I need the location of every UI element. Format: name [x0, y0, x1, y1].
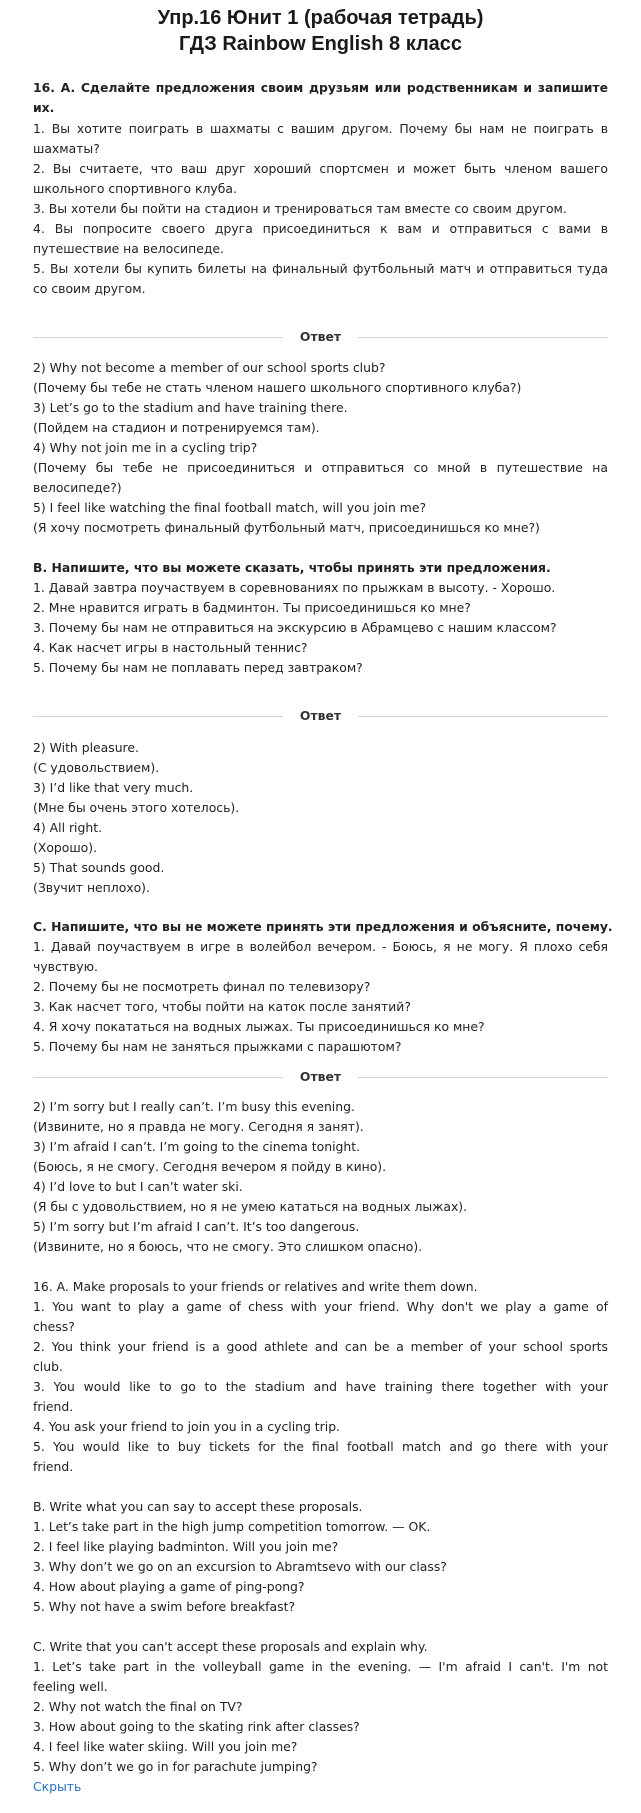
answer-separator [33, 1067, 608, 1087]
section-b-en-heading: B. Write what you can say to accept these proposals. [33, 1499, 363, 1514]
answer-c-line: 3) I’m afraid I can’t. I’m going to the cinema tonight. [33, 1139, 361, 1154]
section-c-ru-line: чувствую. [33, 959, 98, 974]
answer-b-line: (Хорошо). [33, 840, 98, 855]
section-b-ru-heading: B. Напишите, что вы можете сказать, чтобы принять эти предложения. [33, 560, 551, 575]
answer-a-line: (Почему бы тебе не стать членом нашего школьного спортивного клуба?) [33, 380, 522, 395]
section-a-ru-line: 5. Вы хотели бы купить билеты на финальный футбольный матч и отправиться туда [33, 261, 608, 276]
answer-a-line: 2) Why not become a member of our school sports club? [33, 360, 386, 375]
section-c-en-line: 5. Why don’t we go in for parachute jumping? [33, 1759, 318, 1774]
section-a-en-line: club. [33, 1359, 63, 1374]
separator-rule [358, 716, 608, 717]
section-b-en-line: 3. Why don’t we go on an excursion to Abramtsevo with our class? [33, 1559, 447, 1574]
answer-c-line: (Боюсь, я не смогу. Сегодня вечером я пойду в кино). [33, 1159, 387, 1174]
section-a-ru-line: 3. Вы хотели бы пойти на стадион и тренироваться там вместе со своим другом. [33, 201, 567, 216]
section-a-en-line: 2. You think your friend is a good athlete and can be a member of your school sports [33, 1339, 608, 1354]
section-a-ru-line: 1. Вы хотите поиграть в шахматы с вашим другом. Почему бы нам не поиграть в [33, 121, 608, 136]
answer-b-line: 4) All right. [33, 820, 103, 835]
answer-b-line: 2) With pleasure. [33, 740, 139, 755]
answer-c-line: (Извините, но я правда не могу. Сегодня я занят). [33, 1119, 364, 1134]
answer-b-line: 5) That sounds good. [33, 860, 165, 875]
answer-a-line: (Я хочу посмотреть финальный футбольный матч, присоединишься ко мне?) [33, 520, 540, 535]
answer-c-line: (Я бы с удовольствием, но я не умею кататься на водных лыжах). [33, 1199, 468, 1214]
section-b-ru-line: 3. Почему бы нам не отправиться на экскурсию в Абрамцево с нашим классом? [33, 620, 557, 635]
section-a-ru-line: путешествие на велосипеде. [33, 241, 224, 256]
section-a-ru-heading: 16. A. Сделайте предложения своим друзьям или родственникам и запишите [33, 80, 608, 95]
answer-label: Ответ [299, 1069, 342, 1084]
section-c-ru-heading: C. Напишите, что вы не можете принять эти предложения и объясните, почему. [33, 919, 613, 934]
section-b-ru-line: 1. Давай завтра поучаствуем в соревнованиях по прыжкам в высоту. - Хорошо. [33, 580, 556, 595]
section-b-ru-line: 5. Почему бы нам не поплавать перед завтраком? [33, 660, 363, 675]
section-c-en-line: 3. How about going to the skating rink after classes? [33, 1719, 360, 1734]
answer-b-line: (Звучит неплохо). [33, 880, 150, 895]
separator-rule [33, 337, 283, 338]
answer-a-line: 5) I feel like watching the final football match, will you join me? [33, 500, 427, 515]
answer-separator [33, 327, 608, 347]
page-title-line-2: ГДЗ Rainbow English 8 класс [178, 33, 463, 55]
section-a-ru-line: 2. Вы считаете, что ваш друг хороший спортсмен и может быть членом вашего [33, 161, 608, 176]
separator-rule [33, 716, 283, 717]
section-b-en-line: 4. How about playing a game of ping-pong? [33, 1579, 305, 1594]
section-a-en-line: 5. You would like to buy tickets for the final football match and go there with your [33, 1439, 608, 1454]
section-b-en-line: 2. I feel like playing badminton. Will you join me? [33, 1539, 339, 1554]
answer-b-line: (Мне бы очень этого хотелось). [33, 800, 240, 815]
section-b-en-line: 5. Why not have a swim before breakfast? [33, 1599, 296, 1614]
section-a-en-line: friend. [33, 1399, 74, 1414]
answer-label: Ответ [299, 329, 342, 344]
section-c-ru-line: 3. Как насчет того, чтобы пойти на каток после занятий? [33, 999, 411, 1014]
section-a-en-line: friend. [33, 1459, 74, 1474]
section-c-en-line: 2. Why not watch the final on TV? [33, 1699, 243, 1714]
section-c-ru-line: 4. Я хочу покататься на водных лыжах. Ты присоединишься ко мне? [33, 1019, 485, 1034]
answer-b-line: 3) I’d like that very much. [33, 780, 194, 795]
answer-a-line: 4) Why not join me in a cycling trip? [33, 440, 258, 455]
section-a-en-line: 4. You ask your friend to join you in a cycling trip. [33, 1419, 340, 1434]
section-a-en-line: 1. You want to play a game of chess with your friend. Why don't we play a game of [33, 1299, 608, 1314]
page-title-line-1: Упр.16 Юнит 1 (рабочая тетрадь) [157, 7, 484, 29]
answer-a-line: велосипеде?) [33, 480, 122, 495]
separator-rule [358, 1077, 608, 1078]
section-a-en-line: 3. You would like to go to the stadium and have training there together with your [33, 1379, 608, 1394]
section-a-ru-line: со своим другом. [33, 281, 146, 296]
section-a-ru-line: 4. Вы попросите своего друга присоединиться к вам и отправиться с вами в [33, 221, 608, 236]
answer-label: Ответ [299, 708, 342, 723]
section-a-ru-heading: их. [33, 100, 55, 115]
answer-c-line: (Извините, но я боюсь, что не смогу. Это слишком опасно). [33, 1239, 423, 1254]
answer-c-line: 4) I’d love to but I can’t water ski. [33, 1179, 243, 1194]
section-a-en-line: chess? [33, 1319, 75, 1334]
answer-b-line: (С удовольствием). [33, 760, 160, 775]
section-a-ru-line: шахматы? [33, 141, 100, 156]
section-c-en-heading: C. Write that you can't accept these proposals and explain why. [33, 1639, 428, 1654]
section-b-ru-line: 4. Как насчет игры в настольный теннис? [33, 640, 308, 655]
answer-separator [33, 706, 608, 726]
section-c-en-line: 1. Let’s take part in the volleyball game in the evening. — I'm afraid I can't. I'm not [33, 1659, 608, 1674]
section-c-ru-line: 2. Почему бы не посмотреть финал по телевизору? [33, 979, 371, 994]
answer-c-line: 2) I’m sorry but I really can’t. I’m busy this evening. [33, 1099, 355, 1114]
section-c-en-line: 4. I feel like water skiing. Will you join me? [33, 1739, 298, 1754]
answer-a-line: 3) Let’s go to the stadium and have training there. [33, 400, 348, 415]
answer-c-line: 5) I’m sorry but I’m afraid I can’t. It’s too dangerous. [33, 1219, 360, 1234]
section-b-ru-line: 2. Мне нравится играть в бадминтон. Ты присоединишься ко мне? [33, 600, 471, 615]
section-a-ru-line: школьного спортивного клуба. [33, 181, 237, 196]
section-c-ru-line: 1. Давай поучаствуем в игре в волейбол вечером. - Боюсь, я не могу. Я плохо себя [33, 939, 608, 954]
section-b-en-line: 1. Let’s take part in the high jump competition tomorrow. — OK. [33, 1519, 431, 1534]
separator-rule [33, 1077, 283, 1078]
separator-rule [358, 337, 608, 338]
section-a-en-heading: 16. A. Make proposals to your friends or relatives and write them down. [33, 1279, 478, 1294]
answer-a-line: (Пойдем на стадион и потренируемся там). [33, 420, 320, 435]
hide-link[interactable]: Скрыть [33, 1779, 82, 1794]
section-c-en-line: feeling well. [33, 1679, 108, 1694]
section-c-ru-line: 5. Почему бы нам не заняться прыжками с парашютом? [33, 1039, 402, 1054]
answer-a-line: (Почему бы тебе не присоединиться и отправиться со мной в путешествие на [33, 460, 608, 475]
